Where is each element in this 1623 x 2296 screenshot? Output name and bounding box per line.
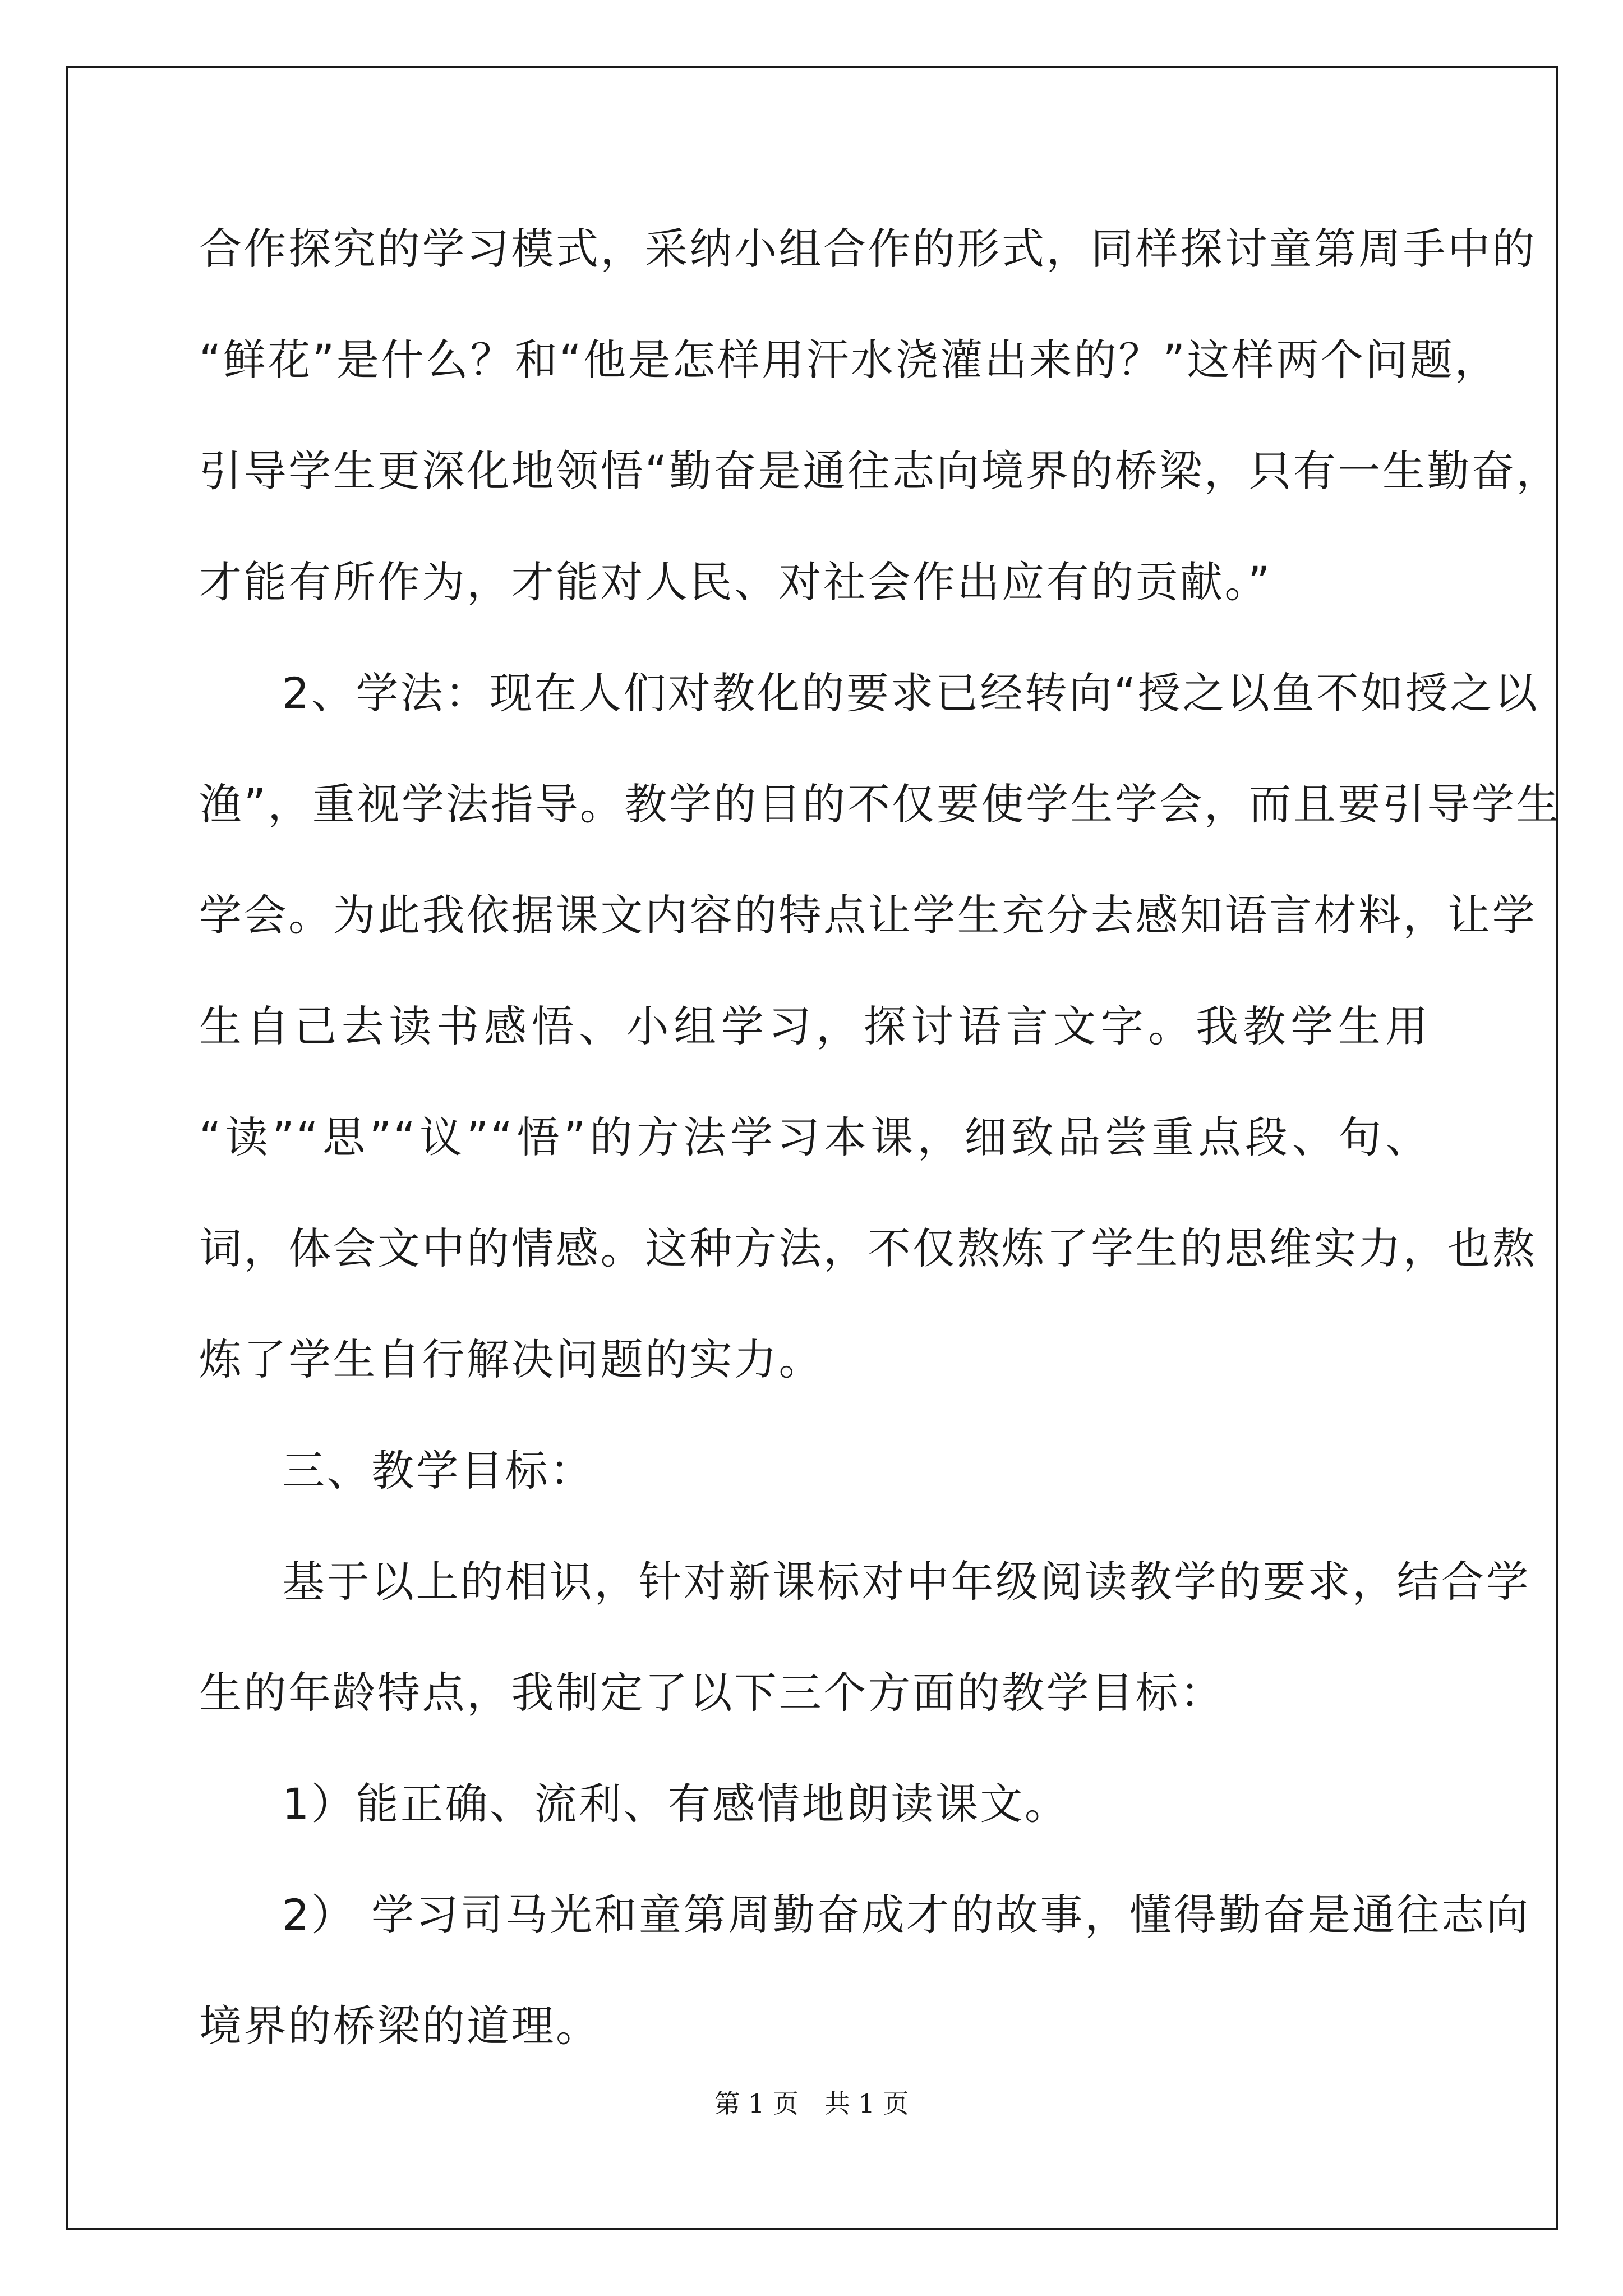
- page-number: 第 1 页: [714, 2088, 799, 2119]
- text-line: 合作探究的学习模式，采纳小组合作的形式，同样探讨童第周手中的: [199, 224, 1537, 274]
- page-footer: [0, 2087, 1623, 2120]
- text-line: 基于以上的相识，针对新课标对中年级阅读教学的要求，结合学: [282, 1557, 1530, 1607]
- text-line: 学会。为此我依据课文内容的特点让学生充分去感知语言材料，让学: [199, 890, 1537, 940]
- text-line: 生自己去读书感悟、小组学习，探讨语言文字。我教学生用: [199, 1001, 1430, 1051]
- list-item: 2） 学习司马光和童第周勤奋成才的故事，懂得勤奋是通往志向: [282, 1890, 1531, 1940]
- text-line: “鲜花”是什么？和“他是怎样用汗水浇灌出来的？”这样两个问题，: [199, 335, 1499, 385]
- text-line: 词，体会文中的情感。这种方法，不仅熬炼了学生的思维实力，也熬: [199, 1223, 1537, 1273]
- list-item: 1）能正确、流利、有感情地朗读课文。: [282, 1779, 1069, 1829]
- section-heading: 三、教学目标：: [282, 1446, 594, 1496]
- text-line: 炼了学生自行解决问题的实力。: [199, 1335, 823, 1384]
- text-line: 境界的桥梁的道理。: [199, 2001, 601, 2051]
- document-body: [199, 194, 1561, 2082]
- text-line: 引导学生更深化地领悟“勤奋是通往志向境界的桥梁，只有一生勤奋，: [199, 446, 1561, 496]
- text-line: 渔”，重视学法指导。教学的目的不仅要使学生学会，而且要引导学生: [199, 779, 1561, 829]
- text-line: “读”“思”“议”“悟”的方法学习本课，细致品尝重点段、句、: [199, 1112, 1430, 1162]
- text-line: 才能有所作为，才能对人民、对社会作出应有的贡献。”: [199, 557, 1272, 607]
- text-line: 生的年龄特点，我制定了以下三个方面的教学目标：: [199, 1668, 1225, 1718]
- page-total: 共 1 页: [824, 2088, 909, 2119]
- text-line: 2、学法：现在人们对教化的要求已经转向“授之以鱼不如授之以: [282, 668, 1539, 718]
